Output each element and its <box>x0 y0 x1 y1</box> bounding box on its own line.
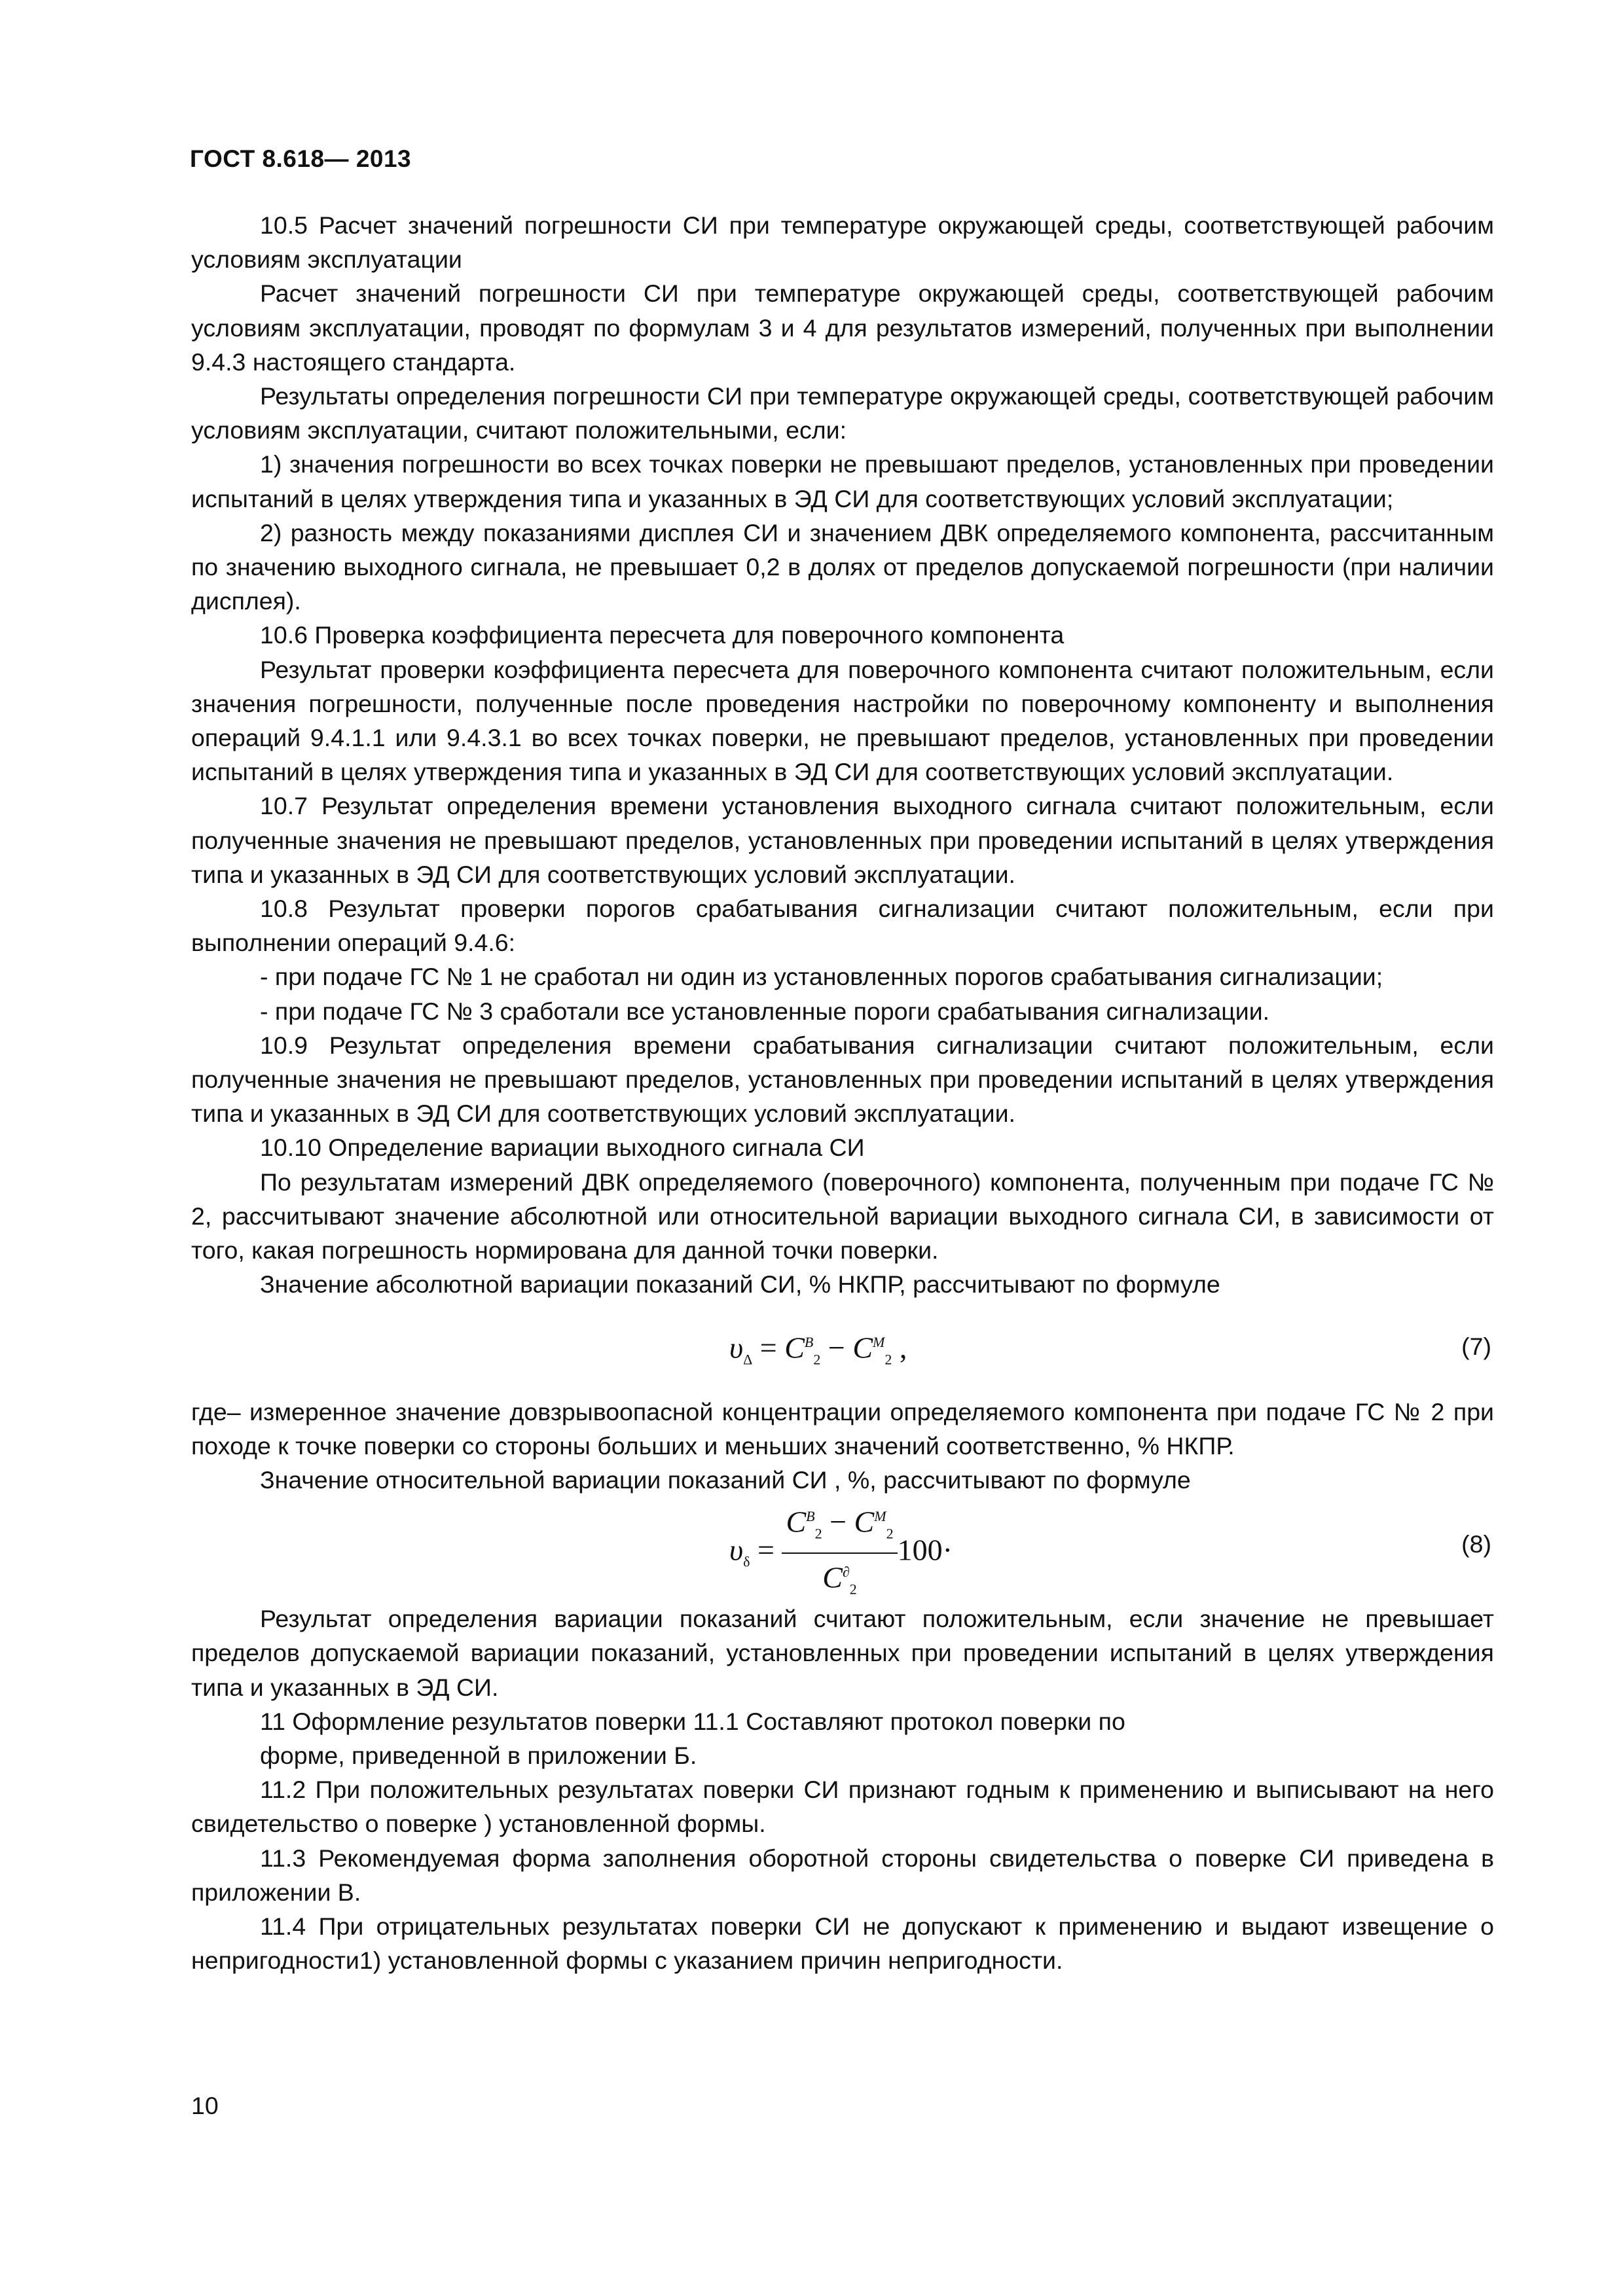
document-header: ГОСТ 8.618— 2013 <box>190 145 412 172</box>
paragraph: Расчет значений погрешности СИ при температуре окружающей среды, соответствующей рабочим условиям эксплуатации, проводят по формулам 3 и 4 для результатов измерений, полученных при выполнении 9.4.3 настоящего стандарта. <box>191 279 1494 376</box>
formula-8 <box>191 1499 1494 1598</box>
formula-7-expression: $\upsilon_\Delta = C^B_2 - C^M_2$ , <box>729 1330 907 1368</box>
fraction: $\frac{C^B_2 - C^M_2}{C^\partial_2}$ <box>782 1499 897 1606</box>
paragraph: 11.3 Рекомендуемая форма заполнения оборотной стороны свидетельства о поверке СИ приведена в приложении В. <box>191 1844 1494 1906</box>
paragraph: 11.2 При положительных результатах поверки СИ признают годным к применению и выписывают на него свидетельство о поверке ) установленной формы. <box>191 1776 1494 1838</box>
paragraph: По результатам измерений ДВК определяемого (поверочного) компонента, полученным при подаче ГС № 2, рассчитывают значение абсолютной или относительной вариации выходного сигнала СИ, в зависимости от того, какая погрешность нормирована для данной точки поверки. <box>191 1168 1494 1265</box>
paragraph: 10.8 Результат проверки порогов срабатывания сигнализации считают положительным, если при выполнении операций 9.4.6: <box>191 895 1494 957</box>
paragraph: 1) значения погрешности во всех точках поверки не превышают пределов, установленных при проведении испытаний в целях утверждения типа и указанных в ЭД СИ для соответствующих условий эксплуатации; <box>191 450 1494 512</box>
paragraph: 10.6 Проверка коэффициента пересчета для поверочного компонента <box>260 621 1065 649</box>
page-number: 10 <box>191 2092 219 2119</box>
paragraph: Результат проверки коэффициента пересчета для поверочного компонента считают положительным, если значения погрешности, полученные после проведения настройки по поверочному компоненту и выполнения операций 9.4.1.1 или 9.4.3.1 во всех точках поверки, не превышают пределов, установленных при проведении испытаний в целях утверждения типа и указанных в ЭД СИ для соответствующих условий эксплуатации. <box>191 655 1494 786</box>
formula-7-number: (7) <box>1461 1332 1491 1360</box>
paragraph: 10.5 Расчет значений погрешности СИ при температуре окружающей среды, соответствующей рабочим условиям эксплуатации <box>191 211 1494 274</box>
paragraph: 10.7 Результат определения времени установления выходного сигнала считают положительным, если полученные значения не превышают пределов, установленных при проведении испытаний в целях утверждения типа и указанных в ЭД СИ для соответствующих условий эксплуатации. <box>191 792 1494 888</box>
paragraph: 10.10 Определение вариации выходного сигнала СИ <box>260 1134 865 1162</box>
document-body <box>191 208 1494 1977</box>
paragraph: где– измеренное значение довзрывоопасной концентрации определяемого компонента при подаче ГС № 2 при походе к точке поверки со стороны больших и меньших значений соответственно, % НКПР. <box>191 1397 1494 1460</box>
paragraph: 11 Оформление результатов поверки 11.1 Составляют протокол поверки по <box>260 1707 1125 1735</box>
formula-7 <box>191 1318 1494 1376</box>
paragraph: Значение абсолютной вариации показаний СИ, % НКПР, рассчитывают по формуле <box>260 1270 1220 1299</box>
paragraph: Результаты определения погрешности СИ при температуре окружающей среды, соответствующей рабочим условиям эксплуатации, считают положительными, если: <box>191 382 1494 444</box>
paragraph: 2) разность между показаниями дисплея СИ и значением ДВК определяемого компонента, рассчитанным по значению выходного сигнала, не превышает 0,2 в долях от пределов допускаемой погрешности (при наличии дисплея). <box>191 518 1494 615</box>
formula-8-number: (8) <box>1461 1530 1491 1558</box>
paragraph: 10.9 Результат определения времени срабатывания сигнализации считают положительным, если полученные значения не превышают пределов, установленных при проведении испытаний в целях утверждения типа и указанных в ЭД СИ для соответствующих условий эксплуатации. <box>191 1031 1494 1128</box>
paragraph: 11.4 При отрицательных результатах поверки СИ не допускают к применению и выдают извещение о непригодности1) установленной формы с указанием причин непригодности. <box>191 1912 1494 1975</box>
paragraph: - при подаче ГС № 3 сработали все установленные пороги срабатывания сигнализации. <box>260 997 1270 1025</box>
paragraph: форме, приведенной в приложении Б. <box>260 1741 697 1769</box>
paragraph: - при подаче ГС № 1 не сработал ни один из установленных порогов срабатывания сигнализации; <box>260 963 1383 991</box>
paragraph: Значение относительной вариации показаний СИ , %, рассчитывают по формуле <box>260 1465 1191 1494</box>
formula-8-expression: $\upsilon_\delta$ = $\frac{C^B_2 - C^M_2}{C^\partial_2}$ 100· <box>729 1499 953 1606</box>
paragraph: Результат определения вариации показаний считают положительным, если значение не превышает пределов допускаемой вариации показаний, установленных при проведении испытаний в целях утверждения типа и указанных в ЭД СИ. <box>191 1605 1494 1701</box>
